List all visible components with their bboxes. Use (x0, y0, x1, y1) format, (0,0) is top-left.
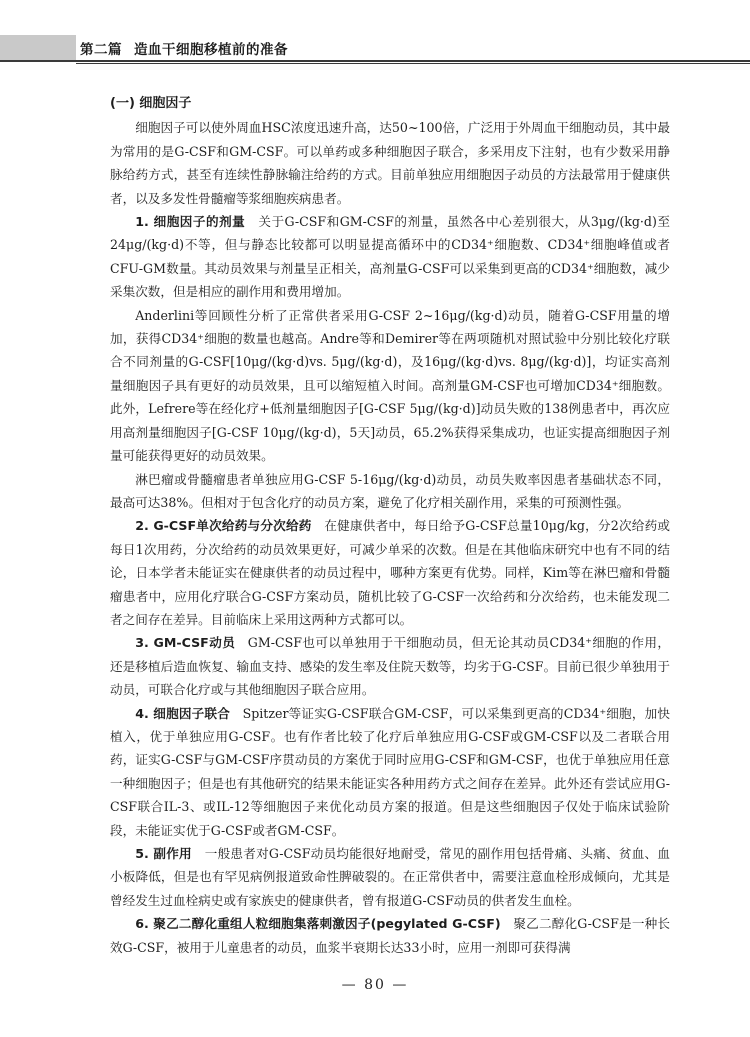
paragraph-text: 细胞因子可以使外周血HSC浓度迅速升高，达50~100倍，广泛用于外周血干细胞动员，其中最为常用的是G-CSF和GM-CSF。可以单药或多种细胞因子联合，多采用皮下注射，也有少数采用静脉给药方式，甚至有连续性静脉输注给药的方式。目前单独应用细胞因子动员的方法最常用于健康供者，以及多发性骨髓瘤等浆细胞疾病患者。 (110, 120, 670, 206)
header-rule-bottom (76, 63, 750, 64)
paragraph-side-effects (110, 842, 670, 912)
paragraph-text: Anderlini等回顾性分析了正常供者采用G-CSF 2~16μg/(kg·d)动员，随着G-CSF用量的增加，获得CD34⁺细胞的数量也越高。Andre等和Demirer等在两项随机对照试验中分别比较化疗联合不同剂量的G-CSF[10μg/(kg·d)vs. 5μg/(kg·d)，及16μg/(kg·d)vs. 8μg/(kg·d)]，均证实高剂量细胞因子具有更好的动员效果，且可以缩短植入时间。高剂量GM-CSF也可增加CD34⁺细胞数。此外，Lefrere等在经化疗+低剂量细胞因子[G-CSF 5μg/(kg·d)]动员失败的138例患者中，再次应用高剂量细胞因子[G-CSF 10μg/(kg·d)，5天]动员，65.2%获得采集成功，也证实提高细胞因子剂量可能获得更好的动员效果。 (110, 307, 670, 464)
section-title: (一) 细胞因子 (110, 96, 192, 111)
paragraph-text: Spitzer等证实G-CSF联合GM-CSF，可以采集到更高的CD34⁺细胞，加快植入，优于单独应用G-CSF。也有作者比较了化疗后单独应用G-CSF或GM-CSF以及二者联合用药，证实G-CSF与GM-CSF序贯动员的方案优于同时应用G-CSF和GM-CSF，也优于单独应用任意一种细胞因子；但是也有其他研究的结果未能证实各种用药方式之间存在差异。此外还有尝试应用G-CSF联合IL-3、或IL-12等细胞因子来优化动员方案的报道。但是这些细胞因子仅处于临床试验阶段，未能证实优于G-CSF或者GM-CSF。 (110, 705, 670, 838)
header-title: 造血干细胞移植前的准备 (134, 42, 288, 58)
item-title: 5. 副作用 (135, 846, 192, 861)
paragraph-pegylated (110, 912, 670, 959)
header-rule-top (0, 60, 750, 62)
paragraph-text: 淋巴瘤或骨髓瘤患者单独应用G-CSF 5-16μg/(kg·d)动员，动员失败率因患者基础状态不同，最高可达38%。但相对于包含化疗的动员方案，避免了化疗相关副作用，采集的可预测性强。 (110, 471, 670, 510)
item-title: 3. GM-CSF动员 (135, 635, 236, 651)
page-body (110, 92, 670, 959)
paragraph-intro (110, 116, 670, 210)
header-part: 第二篇 (80, 42, 122, 58)
running-header (80, 38, 288, 58)
paragraph-text: GM-CSF也可以单独用于干细胞动员，但无论其动员CD34⁺细胞的作用，还是移植后造血恢复、输血支持、感染的发生率及住院天数等，均劣于G-CSF。目前已很少单独用于动员，可联合化疗或与其他细胞因子联合应用。 (110, 635, 670, 698)
paragraph-text: 在健康供者中，每日给予G-CSF总量10μg/kg，分2次给药或每日1次用药，分次给药的动员效果更好，可减少单采的次数。但是在其他临床研究中也有不同的结论，日本学者未能证实在健康供者的动员过程中，哪种方案更有优势。同样，Kim等在淋巴瘤和骨髓瘤患者中，应用化疗联合G-CSF方案动员，随机比较了G-CSF一次给药和分次给药，也未能发现二者之间存在差异。目前临床上采用这两种方式都可以。 (110, 518, 670, 627)
paragraph-combination (110, 702, 670, 842)
paragraph-gm-csf (110, 631, 670, 701)
item-title: 2. G-CSF单次给药与分次给药 (135, 518, 312, 534)
item-title: 1. 细胞因子的剂量 (135, 214, 246, 230)
paragraph-anderlini (110, 304, 670, 468)
item-title: 6. 聚乙二醇化重组人粒细胞集落刺激因子(pegylated G-CSF) (135, 916, 501, 932)
paragraph-text: 聚乙二醇化G-CSF是一种长效G-CSF，被用于儿童患者的动员，血浆半衰期长达33小时，应用一剂即可获得满 (110, 916, 670, 955)
paragraph-dose (110, 210, 670, 304)
page-number: — 80 — (341, 977, 409, 993)
paragraph-text: 关于G-CSF和GM-CSF的剂量，虽然各中心差别很大，从3μg/(kg·d)至24μg/(kg·d)不等，但与静态比较都可以明显提高循环中的CD34⁺细胞数、CD34⁺细胞峰值或者CFU-GM数量。其动员效果与剂量呈正相关，高剂量G-CSF可以采集到更高的CD34⁺细胞数，减少采集次数，但是相应的副作用和费用增加。 (110, 214, 670, 300)
item-title: 4. 细胞因子联合 (135, 705, 230, 721)
paragraph-dosing-schedule (110, 514, 670, 631)
paragraph-lymphoma (110, 468, 670, 515)
paragraph-text: 一般患者对G-CSF动员均能很好地耐受，常见的副作用包括骨痛、头痛、贫血、血小板降低，但是也有罕见病例报道致命性脾破裂的。在正常供者中，需要注意血栓形成倾向，尤其是曾经发生过血栓病史或有家族史的健康供者，曾有报道G-CSF动员的供者发生血栓。 (110, 846, 670, 908)
header-gray-block (0, 35, 76, 61)
